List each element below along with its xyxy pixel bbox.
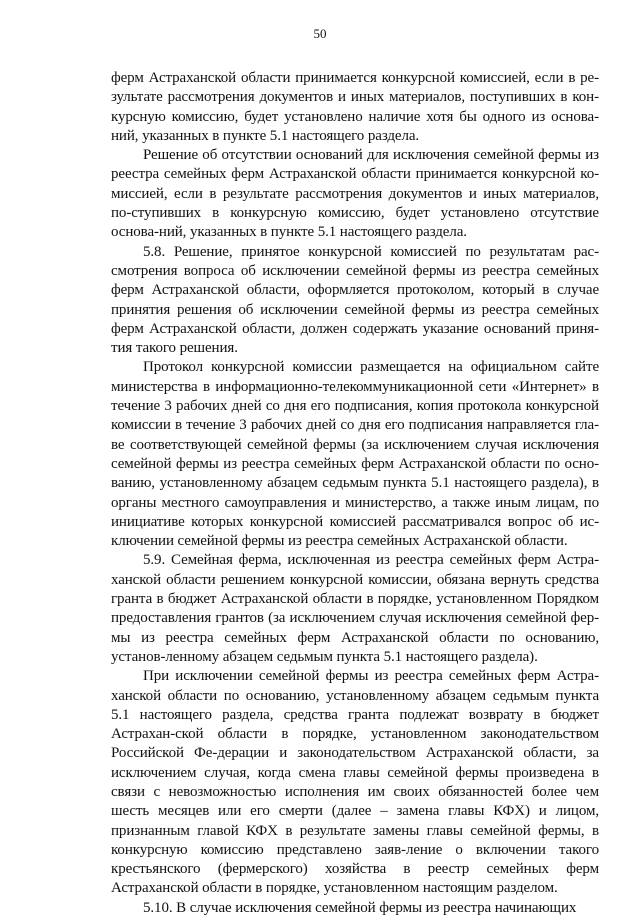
paragraph-continuation: ферм Астраханской области принимается конкурсной комиссией, если в ре-зультате рассмотрения документов и иных материалов, поступивших в кон-курсную комиссию, будет установлено наличие хотя бы одного из основа-ний, указанных в пункте 5.1 настоящего раздела. (111, 70, 599, 144)
paragraph-5-8: 5.8. Решение, принятое конкурсной комиссией по результатам рас-смотрения вопроса об исключении семейной фермы из реестра семейных ферм Астраханской области, оформляется протоколом, который в случае принятия решения об исключении семейной фермы из реестра семейных ферм Астраханской области, должен содержать указание оснований приня-тия такого решения. (111, 243, 599, 357)
paragraph-5-9: 5.9. Семейная ферма, исключенная из реестра семейных ферм Астра-ханской области решением конкурсной комиссии, обязана вернуть средства гранта в бюджет Астраханской области в порядке, установленном Порядком предоставления грантов (за исключением случая исключения семейной фер-мы из реестра семейных ферм Астраханской области по основанию, установ-ленному абзацем седьмым пункта 5.1 настоящего раздела). (111, 552, 599, 665)
paragraph-decision-no-grounds: Решение об отсутствии оснований для исключения семейной фермы из реестра семейных ферм Астраханской области принимается конкурсной ко-миссией, если в результате рассмотрения документов и иных материалов, по-ступивших в конкурсную комиссию, будет установлено отсутствие основа-ний, указанных в пункте 5.1 настоящего раздела. (111, 147, 599, 241)
body-text (111, 69, 599, 918)
page-number: 50 (313, 26, 327, 41)
paragraph-protocol-publication: Протокол конкурсной комиссии размещается на официальном сайте министерства в информационно-телекоммуникационной сети «Интернет» в течение 3 рабочих дней со дня его подписания, копия протокола конкурсной комиссии в течение 3 рабочих дней со дня его подписания направляется гла-ве соответствующей семейной фермы (за исключением случая исключения семейной фермы из реестра семейных ферм Астраханской области по осно-ванию, установленному абзацем седьмым пункта 5.1 настоящего раздела), в органы местного самоуправления и министерство, а также иным лицам, по инициативе которых конкурсной комиссией рассматривался вопрос об ис-ключении семейной фермы из реестра семейных Астраханской области. (111, 359, 599, 550)
paragraph-5-10: 5.10. В случае исключения семейной фермы из реестра начинающих (143, 899, 577, 916)
paragraph-grant-return: При исключении семейной фермы из реестра семейных ферм Астра-ханской области по основанию, установленному абзацем седьмым пункта 5.1 настоящего раздела, средства гранта подлежат возврату в бюджет Астрахан-ской области в порядке, установленном законодательством Российской Фе-дерации и законодательством Астраханской области, за исключением случая, когда смена главы семейной фермы произведена в связи с невозможностью исполнения им своих обязанностей более чем шесть месяцев или его смерти (далее – замена главы КФХ) и лицом, признанным главой КФХ в результате замены главы семейной фермы, в конкурсную комиссию представлено заяв-ление о включении такого крестьянского (фермерского) хозяйства в реестр семейных ферм Астраханской области в порядке, установленном настоящим разделом. (111, 668, 599, 897)
